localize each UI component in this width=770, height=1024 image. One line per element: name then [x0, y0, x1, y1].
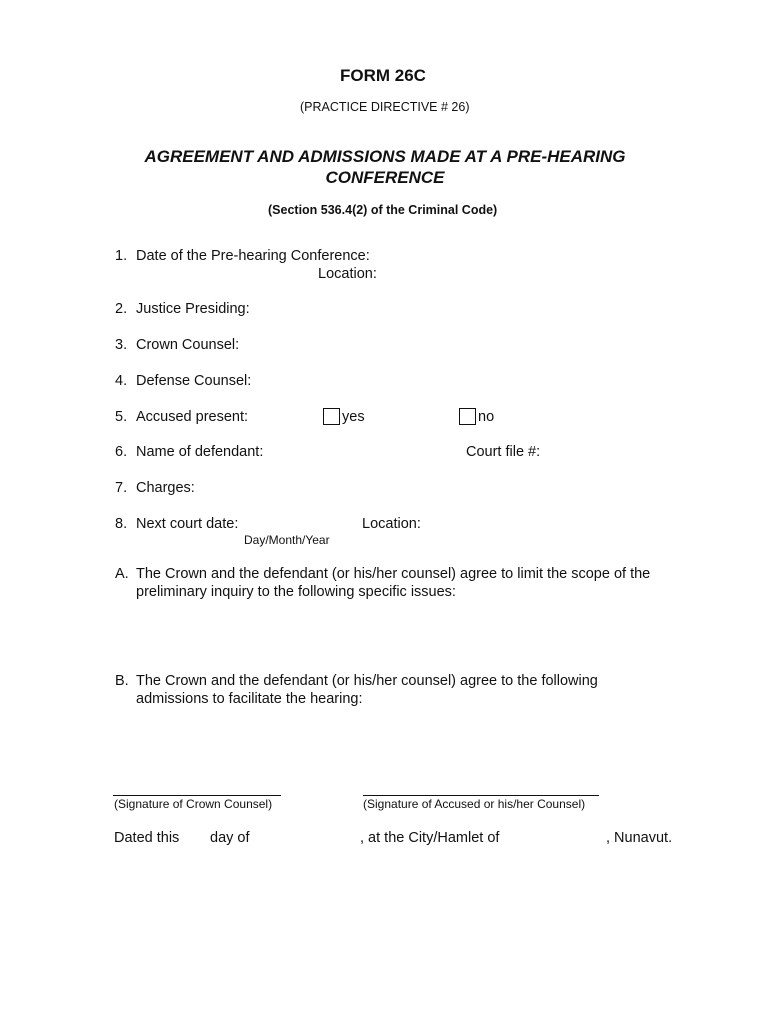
accused-present-yes-checkbox[interactable]: [323, 408, 340, 425]
paragraph-b-letter: B.: [115, 673, 129, 689]
conference-location-label: Location:: [318, 266, 377, 282]
paragraph-a-letter: A.: [115, 566, 129, 582]
crown-signature-caption: (Signature of Crown Counsel): [114, 797, 273, 811]
practice-directive: (PRACTICE DIRECTIVE # 26): [300, 100, 470, 114]
item-number: 8.: [115, 516, 128, 532]
item-number: 7.: [115, 480, 128, 496]
date-format-hint: Day/Month/Year: [244, 533, 330, 547]
no-option-label: no: [478, 409, 495, 425]
justice-presiding-label: Justice Presiding:: [136, 301, 250, 317]
crown-counsel-label: Crown Counsel:: [136, 337, 240, 353]
accused-present-no-checkbox[interactable]: [459, 408, 476, 425]
next-court-date-label: Next court date:: [136, 516, 239, 532]
item-number: 1.: [115, 248, 128, 264]
nunavut-label: , Nunavut.: [606, 830, 673, 846]
form-heading-line2: CONFERENCE: [325, 168, 445, 187]
item-number: 5.: [115, 409, 128, 425]
item-number: 6.: [115, 444, 128, 460]
item-number: 3.: [115, 337, 128, 353]
dated-this-label: Dated this: [114, 830, 180, 846]
form-heading-line1: AGREEMENT AND ADMISSIONS MADE AT A PRE-HEARING: [144, 147, 626, 166]
item-number: 4.: [115, 373, 128, 389]
accused-signature-caption: (Signature of Accused or his/her Counsel): [363, 797, 586, 811]
yes-option-label: yes: [342, 409, 365, 425]
next-court-location-label: Location:: [362, 516, 421, 532]
defense-counsel-label: Defense Counsel:: [136, 373, 252, 389]
form-number: FORM 26C: [340, 66, 426, 85]
court-file-label: Court file #:: [466, 444, 541, 460]
charges-label: Charges:: [136, 480, 195, 496]
item-number: 2.: [115, 301, 128, 317]
paragraph-b-line2: admissions to facilitate the hearing:: [136, 691, 363, 707]
paragraph-a-line2: preliminary inquiry to the following specific issues:: [136, 584, 456, 600]
section-reference: (Section 536.4(2) of the Criminal Code): [268, 203, 498, 217]
paragraph-a-line1: The Crown and the defendant (or his/her counsel) agree to limit the scope of the: [136, 566, 651, 582]
accused-signature-line[interactable]: [363, 795, 599, 796]
conference-date-label: Date of the Pre-hearing Conference:: [136, 248, 370, 264]
crown-signature-line[interactable]: [113, 795, 281, 796]
city-hamlet-label: , at the City/Hamlet of: [360, 830, 500, 846]
accused-present-label: Accused present:: [136, 409, 249, 425]
defendant-name-label: Name of defendant:: [136, 444, 264, 460]
paragraph-b-line1: The Crown and the defendant (or his/her counsel) agree to the following: [136, 673, 598, 689]
day-of-label: day of: [210, 830, 250, 846]
